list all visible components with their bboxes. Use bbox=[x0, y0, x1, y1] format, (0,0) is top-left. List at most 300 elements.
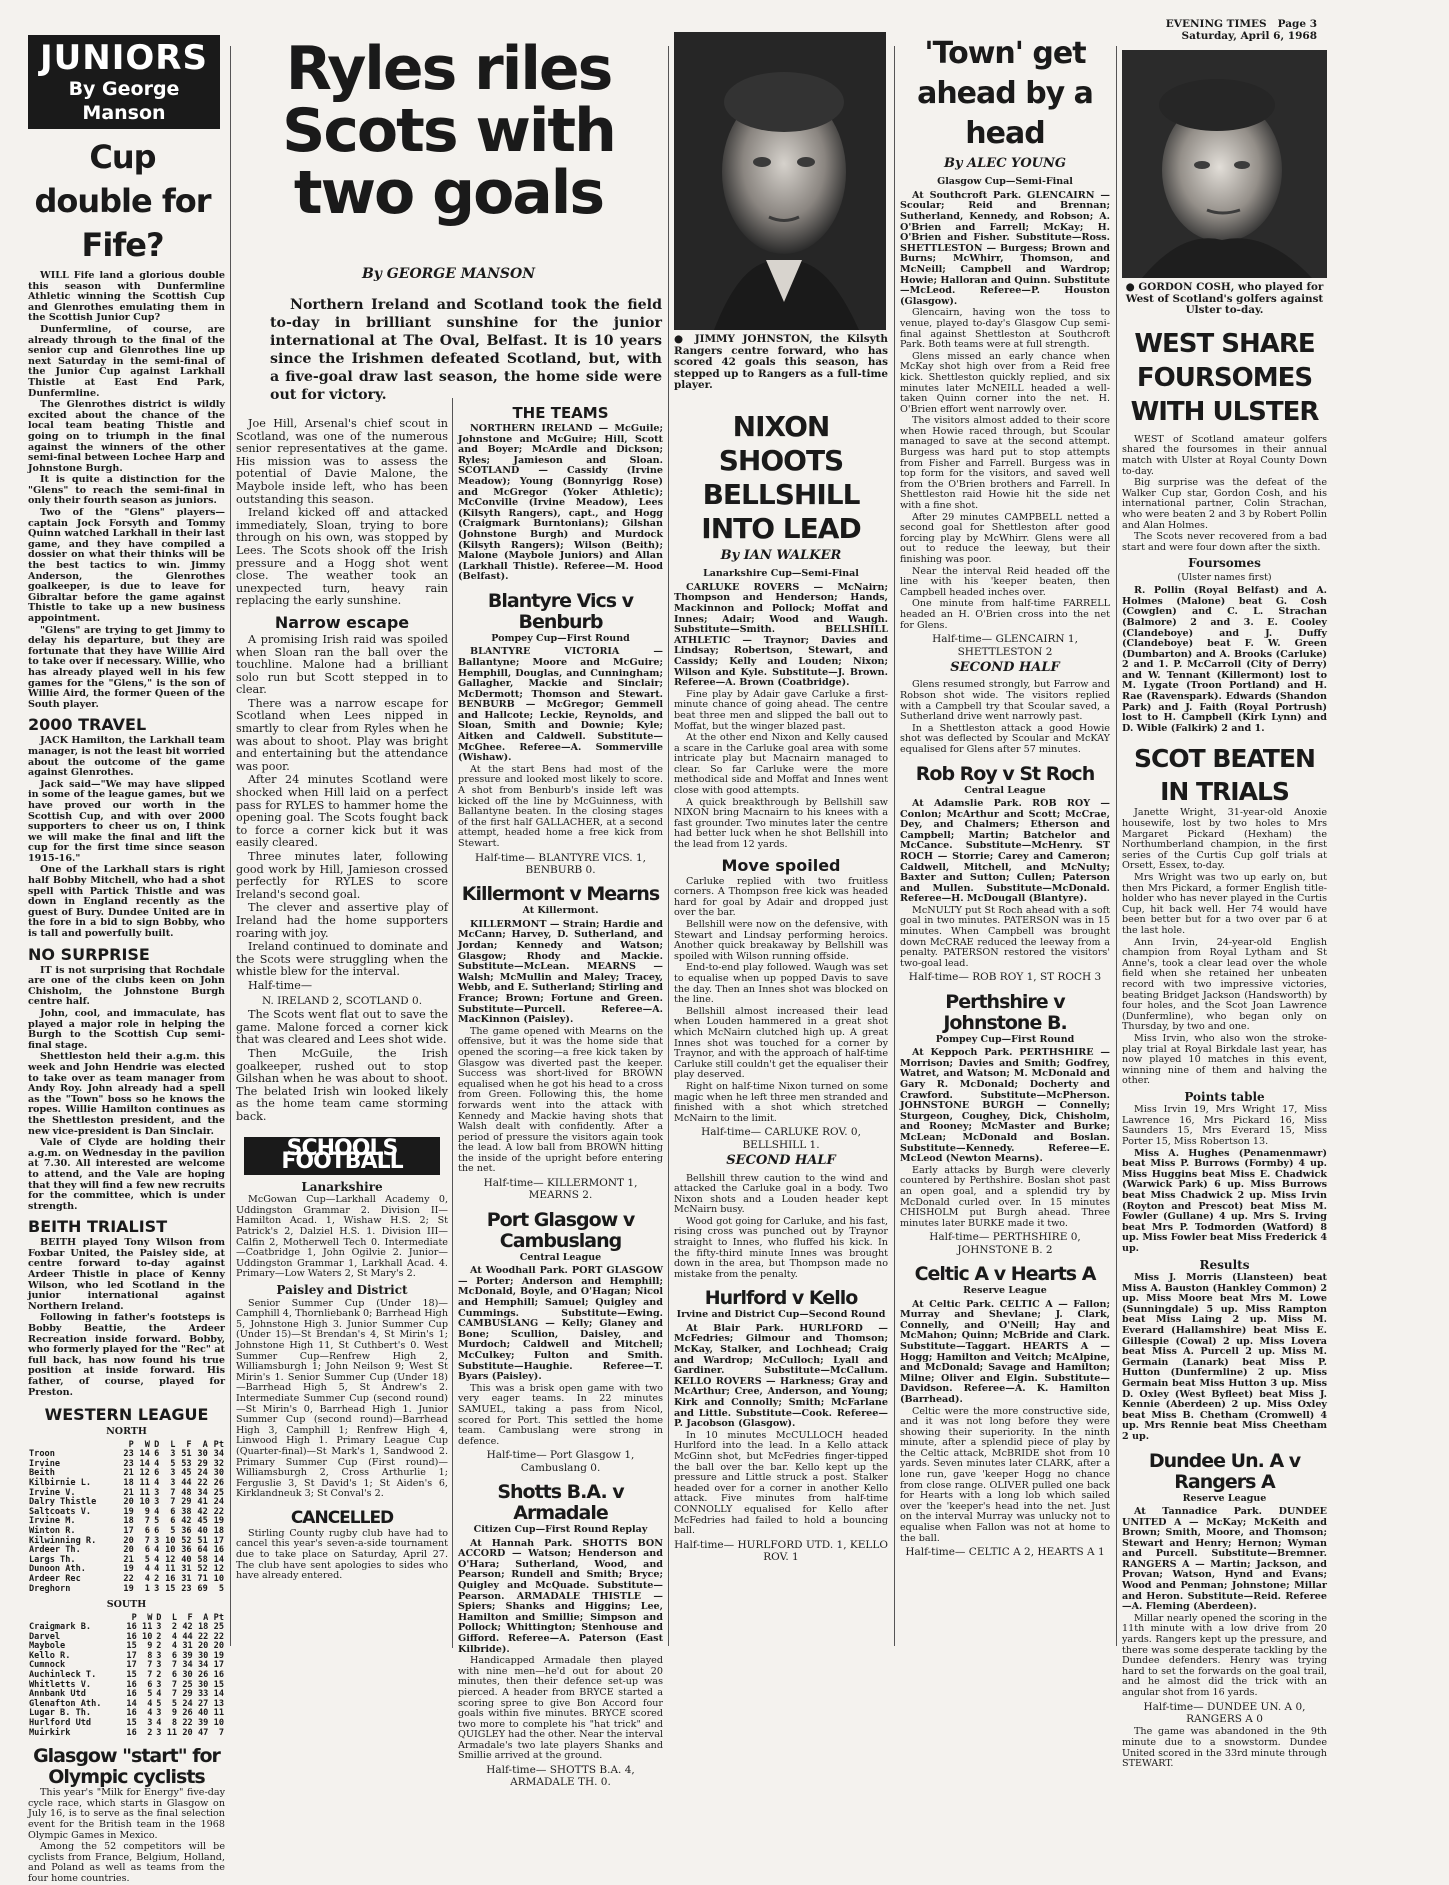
table-header-cell: A bbox=[203, 1612, 209, 1623]
table-cell: 2 bbox=[156, 1631, 162, 1642]
table-cell: 10 bbox=[213, 1718, 224, 1729]
table-cell: 4 bbox=[156, 1718, 162, 1729]
team-name-cell: Ardeer Th. bbox=[29, 1545, 81, 1556]
table-cell: 11 bbox=[165, 1564, 176, 1575]
newspaper-page bbox=[10, 18, 1439, 1884]
table-cell: 48 bbox=[181, 1487, 192, 1498]
second-half-subhead: SECOND HALF bbox=[950, 659, 1060, 675]
table-cell: 3 bbox=[156, 1660, 162, 1671]
table-cell: 2 bbox=[154, 1573, 160, 1584]
table-cell: 5 bbox=[170, 1458, 176, 1469]
table-cell: 11 bbox=[139, 1487, 150, 1498]
table-cell: 4 bbox=[147, 1698, 153, 1709]
competition-label: Reserve League bbox=[963, 1285, 1047, 1297]
table-cell: 17 bbox=[123, 1525, 134, 1536]
juniors-intro: WILL Fife land a glorious double this season with Dunfermline Athletic winning the Scottish Cup and Glenrothes emulating them in the Scottish Junior Cup? bbox=[28, 270, 225, 324]
score-text: BLANTYRE VICS. 1, BENBURB 0. bbox=[525, 851, 647, 876]
table-cell: 8 bbox=[147, 1650, 153, 1661]
halftime-label: Half-time— bbox=[908, 971, 969, 984]
table-cell: 4 bbox=[171, 1631, 178, 1642]
table-cell: 16 bbox=[165, 1573, 176, 1584]
table-cell: 13 bbox=[213, 1698, 224, 1709]
match-report: McNULTY put St Roch ahead with a soft goal in two minutes. PATERSON was in 15 minutes. When Campbell was brought down McCRAE reduced the leeway from a penalty. PATERSON restored the visitors' two-goal lead. bbox=[900, 904, 1110, 969]
table-cell: 22 bbox=[213, 1631, 224, 1642]
ryles-halftime bbox=[236, 980, 448, 993]
table-cell: 20 bbox=[123, 1545, 134, 1556]
juniors-badge-title: JUNIORS bbox=[40, 38, 208, 78]
score-text: KILLERMONT 1, MEARNS 2. bbox=[528, 1177, 638, 1202]
halftime-label: Half-time— bbox=[701, 1126, 762, 1139]
cancelled-text: Stirling County rugby club have had to cancel this year's seven-a-side tournament due to take place on Saturday, April 27. The club have sent apologies to sides who have already entered. bbox=[236, 1527, 448, 1582]
team-name-cell: Winton R. bbox=[29, 1525, 76, 1536]
paper-name: EVENING TIMES bbox=[1165, 18, 1267, 30]
table-cell: 16 bbox=[126, 1622, 137, 1633]
team-lineups: At Blair Park. HURLFORD — McFedries; Gilmour and Thomson; McKay, Stalker, and Lochhead; Craig and Wardrop; McCulloch; Lyall and Gardiner. Substitute—McCallum. KELLO ROVERS — Harkness; Gray and McArthur; Cree, Anderson, and Young; Kirk and Connolly; Smith; McFarlane and Little. Substitute—Cook. Referee—P. Jacobson (Glasgow). bbox=[674, 1322, 888, 1430]
halftime-label: Half-time— bbox=[486, 1449, 547, 1462]
table-cell: 3 bbox=[170, 1477, 176, 1488]
issue-date: Saturday, April 6, 1968 bbox=[1181, 30, 1317, 42]
table-cell: 34 bbox=[182, 1660, 193, 1671]
team-name-cell: Annbank Utd bbox=[29, 1689, 86, 1700]
table-cell: 14 bbox=[213, 1554, 224, 1565]
caption-bullet-icon: ● bbox=[1125, 281, 1135, 293]
halftime-label: Half-time— bbox=[483, 1177, 544, 1190]
team-lineups: At Adamslie Park. ROB ROY — Conlon; McArthur and Scott; McCrae, Dey, and Chalmers; Etherson and Campbell; Martin; Batchelor and McCance. Substitute—McHenry. ST ROCH — Storrie; Carey and Cameron; Caldwell, Mitchell, and McNulty; Baxter and Sutton; Cullen; Paterson and Mullen. Substitute—McDonald. Referee—H. McDougall (Blantyre). bbox=[900, 797, 1110, 905]
table-cell: 24 bbox=[182, 1698, 193, 1709]
table-header-cell: Pt bbox=[213, 1612, 224, 1623]
table-cell: 45 bbox=[197, 1516, 208, 1527]
travel-subhead: 2000 TRAVEL bbox=[28, 715, 147, 735]
table-cell: 19 bbox=[213, 1516, 224, 1527]
table-cell: 40 bbox=[197, 1525, 208, 1536]
match-report: Millar nearly opened the scoring in the 11th minute with a low drive from 20 yards. Rangers kept up the pressure, and there was some desperate tackling by the Dundee defenders. Henry was trying hard to set the forwards on the goal trail, and he almost did the trick with an angular shot from 16 yards. bbox=[1122, 1612, 1327, 1698]
competition-label: Glasgow Cup—Semi-Final bbox=[937, 176, 1073, 188]
table-cell: 8 bbox=[171, 1718, 178, 1729]
teams-title: THE TEAMS bbox=[512, 404, 609, 422]
table-cell: 14 bbox=[213, 1689, 224, 1700]
table-cell: 30 bbox=[182, 1670, 193, 1681]
match-report: One minute from half-time FARRELL headed an H. O'Brien cross into the net for Glens. bbox=[900, 598, 1110, 631]
match-score bbox=[458, 1449, 663, 1474]
table-cell: 17 bbox=[213, 1535, 224, 1546]
match-report: Glens resumed strongly, but Farrow and Robson shot wide. The visitors replied with a Campbell try that Scoular saved, a Sutherland drive went narrowly past. bbox=[900, 679, 1110, 723]
table-cell: 19 bbox=[123, 1564, 134, 1575]
table-cell: 6 bbox=[154, 1449, 160, 1460]
table-cell: 16 bbox=[126, 1631, 137, 1642]
table-cell: 23 bbox=[123, 1449, 134, 1460]
table-cell: 7 bbox=[144, 1516, 150, 1527]
robroy-headline: Rob Roy v St Roch bbox=[915, 762, 1095, 785]
match-report: Carluke replied with two fruitless corners. A Thompson free kick was headed hard for goal by Adair and dropped just over the bar. bbox=[674, 875, 888, 919]
table-cell: 6 bbox=[170, 1516, 176, 1527]
match-report: In 10 minutes McCULLOCH headed Hurlford into the lead. In a Kello attack McGinn shot, but McFedries finger-tipped the ball over the bar. Kello kept up the pressure and Little struck a post. Stalker headed over for a corner in another Kello attack. Five minutes from half-time CONNOLLY equalised for Kello after McFedries had failed to hold a bouncing ball. bbox=[674, 1429, 888, 1537]
beith-subhead: BEITH TRIALIST bbox=[28, 1217, 168, 1237]
table-cell: 3 bbox=[156, 1679, 162, 1690]
table-cell: 34 bbox=[197, 1487, 208, 1498]
table-cell: 42 bbox=[197, 1506, 208, 1517]
portrait-image bbox=[674, 32, 886, 330]
table-cell: 64 bbox=[197, 1545, 208, 1556]
table-cell: 2 bbox=[147, 1727, 153, 1738]
team-name-cell: Darvel bbox=[29, 1631, 61, 1642]
ryles-lead: Northern Ireland and Scotland took the field to-day in brilliant sunshine for the junior international at The Oval, Belfast. It is 10 years since the Irishmen defeated Scotland, but, with a five-goal draw last season, the home side were out for victory. bbox=[270, 297, 662, 403]
table-cell: 20 bbox=[123, 1535, 134, 1546]
table-cell: 58 bbox=[197, 1554, 208, 1565]
competition-label: Central League bbox=[964, 784, 1046, 796]
team-name-cell: Maybole bbox=[29, 1641, 66, 1652]
table-cell: 20 bbox=[197, 1641, 209, 1652]
table-cell: 26 bbox=[182, 1708, 193, 1719]
halftime-label: Half-time— bbox=[486, 1764, 547, 1777]
table-cell: 6 bbox=[144, 1545, 150, 1556]
south-label: SOUTH bbox=[106, 1599, 147, 1611]
schools-results: Senior Summer Cup (Under 18)—Camphill 4, Thornliebank 0; Barrhead High 5, Johnstone High 3. Junior Summer Cup (Under 15)—St Brendan's 4, St Mirin's 1; Johnstone High 11, St Cuthbert's 0. West Summer Cup—Renfrew High 2, Williamsburgh 1; John Neilson 9; West St Mirin's 1. Senior Summer Cup (Under 18)—Barrhead High 5, St Andrew's 2. Intermediate Summer Cup (second round)—St Mirin's 0, Barrhead High 1. Junior Summer Cup (second round)—Barrhead High 3, Camphill 1; Renfrew High 4, Linwood High 1. Primary League Cup (Quarter-final)—St Mark's 1, Sandwood 2. Primary Summer Cup (First round)—Williamsburgh 2, Cross Arthurlie 1; Ferguslie 3, St David's 1; St Aiden's 6, Kirklandneuk 3; St Conval's 2. bbox=[236, 1297, 448, 1500]
table-cell: 4 bbox=[144, 1564, 150, 1575]
schools-results: McGowan Cup—Larkhall Academy 0, Uddingston Grammar 2. Division II—Hamilton Acad. 1, Wishaw H.S. 2; St Patrick's 2, Dalziel H.S. 1. Division III—Calfin 2, Motherwell Tech 0. Intermediate—Coatbridge 1, John Ogilvie 2. Junior—Uddingston Grammar 1, Larkhall Acad. 4. Primary—Low Waters 2, St Mary's 2. bbox=[236, 1194, 448, 1280]
table-cell: 31 bbox=[181, 1564, 192, 1575]
table-cell: 40 bbox=[181, 1554, 192, 1565]
team-lineups: At Keppoch Park. PERTHSHIRE — Morrison; Davies and Smith; Godfrey, Watret, and Watson; M. McDonald and Gary R. McDonald; Docherty and Crawford. Substitute—McPherson. JOHNSTONE BURGH — Connelly; Sturgeon, Coughey, Dick, Chisholm, and Rooney; McMaster and Burke; McLean; McDonald and Boslan. Substitute—Kennedy. Referee—E. McLeod (Newton Mearns). bbox=[900, 1047, 1110, 1165]
match-score bbox=[674, 1126, 888, 1151]
shotts-headline: Shotts B.A. v Armadale bbox=[497, 1481, 624, 1525]
match-report: This was a brisk open game with two very eager teams. In 22 minutes SAMUEL, taking a pass from Nicol, scored for Port. This settled the home team. Cambuslang were strong in defence. bbox=[458, 1382, 663, 1447]
table-header-cell: W bbox=[144, 1439, 150, 1450]
table-cell: 30 bbox=[197, 1449, 208, 1460]
ryles-paragraph: Three minutes later, following good work by Hill, Jamieson crossed perfectly for RYLES to score Ireland's second goal. bbox=[236, 850, 448, 901]
team-name-cell: Cumnock bbox=[29, 1660, 66, 1671]
team-name-cell: Kilwinning R. bbox=[29, 1535, 97, 1546]
team-lineups: CARLUKE ROVERS — McNairn; Thompson and Henderson; Hands, Mackinnon and Pollock; Moffat and Innes; Adair; Wood and Waugh. Substitute—Smith. BELLSHILL ATHLETIC — Traynor; Davies and Lindsay; Robertson, Stewart, and Cassidy; Kelly and Louden; Nixon; Wilson and Kyle. Substitute—J. Brown. Referee—A. Brown (Coatbridge). bbox=[674, 581, 888, 689]
table-cell: 11 bbox=[142, 1622, 153, 1633]
table-cell: 51 bbox=[181, 1449, 192, 1460]
match-report: Glens missed an early chance when McKay shot high over from a Reid free kick. Shettleston quickly replied, and six minutes later McNEILL headed a well-taken Quinn corner into the net. H. O'Brien effort went narrowly over. bbox=[900, 350, 1110, 415]
table-cell: 34 bbox=[197, 1660, 209, 1671]
juniors-paragraph: IT is not surprising that Rochdale are one of the clubs keen on John Chisholm, the Johnstone Burgh centre half. bbox=[28, 964, 225, 1008]
table-cell: 36 bbox=[181, 1525, 192, 1536]
golf-matches: Miss A. Hughes (Penamenmawr) beat Miss P. Burrows (Formby) 4 up. Miss Huggins beat Miss E. Chadwick (Warwick Park) 6 up. Miss Burrows beat Miss Chadwick 2 up. Miss Irvin (Royton and Prescot) beat Miss M. Fowler (Gullane) 4 up. Mrs S. Irving beat Mrs P. Todmorden (Watford) 8 up. Miss Fowler beat Miss Frederick 4 up. bbox=[1122, 1147, 1327, 1254]
match-score bbox=[900, 971, 1110, 983]
table-cell: 30 bbox=[213, 1468, 224, 1479]
ryles-paragraph: Ireland kicked off and attacked immediately, Sloan, trying to bore through on his own, was stopped by Lees. The Scots shook off the Irish pressure and a Hogg shot went close. The weather took an unexpected turn, heavy rain replacing the early sunshine. bbox=[236, 506, 448, 608]
match-report: Wood got going for Carluke, and his fast, rising cross was punched out by Traynor straight to Innes, who fluffed his kick. In the fifty-third minute Innes was brought down in the area, but Thompson made no mistake from the penalty. bbox=[674, 1215, 888, 1280]
match-report: Early attacks by Burgh were cleverly countered by Perthshire. Boslan shot past an open goal, and a splendid try by McDonald curled over. In 15 minutes CHISHOLM put Burgh ahead. Three minutes later BURKE made it two. bbox=[900, 1164, 1110, 1229]
table-cell: 7 bbox=[170, 1487, 176, 1498]
table-cell: 26 bbox=[213, 1477, 224, 1488]
killermont-headline: Killermont v Mearns bbox=[461, 883, 660, 906]
table-cell: 18 bbox=[123, 1516, 134, 1527]
table-cell: 16 bbox=[126, 1689, 137, 1700]
table-cell: 23 bbox=[181, 1583, 192, 1594]
johnston-caption bbox=[674, 334, 888, 392]
team-name-cell: Craigmark B. bbox=[29, 1622, 92, 1633]
table-cell: 20 bbox=[213, 1641, 224, 1652]
table-cell: 11 bbox=[213, 1708, 224, 1719]
table-cell: 10 bbox=[213, 1573, 224, 1584]
team-name-cell: Irvine V. bbox=[29, 1487, 76, 1498]
match-score bbox=[458, 1764, 663, 1789]
scot-beaten-headline: SCOT BEATEN IN TRIALS bbox=[1134, 744, 1315, 807]
table-cell: 25 bbox=[213, 1487, 224, 1498]
table-cell: 6 bbox=[154, 1468, 160, 1479]
ryles-paragraph: After 24 minutes Scotland were shocked when Hill laid on a perfect pass for RYLES to hammer home the opening goal. The Scots fought back to force a corner kick but it was easily cleared. bbox=[236, 773, 448, 850]
table-cell: 14 bbox=[139, 1458, 150, 1469]
match-report: The visitors almost added to their score when Howie raced through, but Scoular managed to save at the second attempt. Burgess was hard put to stop attempts from Fisher and Farrell. Burgess was in top form for the visitors, and saved well from the O'Brien brothers and Farrell. In Shettleston raid Howie hit the side net with a fine shot. bbox=[900, 415, 1110, 512]
table-cell: 11 bbox=[139, 1477, 150, 1488]
match-score bbox=[458, 1177, 663, 1202]
table-cell: 32 bbox=[213, 1458, 224, 1469]
table-cell: 4 bbox=[147, 1708, 153, 1719]
ryles-headline: Ryles riles Scots with two goals bbox=[282, 34, 615, 228]
golf-paragraph: WEST of Scotland amateur golfers shared the foursomes in their annual match with Ulster at Royal County Down to-day. bbox=[1122, 433, 1327, 477]
table-cell: 44 bbox=[181, 1477, 192, 1488]
points-table-subhead: Points table bbox=[1184, 1089, 1265, 1104]
match-report: Right on half-time Nixon turned on some magic when he left three men stranded and finished with a shot which stretched McNairn to the limit. bbox=[674, 1080, 888, 1124]
cosh-caption bbox=[1122, 282, 1327, 317]
table-cell: 29 bbox=[181, 1497, 192, 1508]
table-cell: 21 bbox=[123, 1554, 134, 1565]
table-cell: 5 bbox=[144, 1554, 150, 1565]
table-header-cell: D bbox=[156, 1612, 162, 1623]
ryles-paragraph: Joe Hill, Arsenal's chief scout in Scotland, was one of the numerous senior representatives at the game. His mission was to assess the potential of Davie Malone, the Maybole inside left, who has been outstanding this season. bbox=[236, 417, 448, 506]
team-name-cell: Dunoon Ath. bbox=[29, 1564, 86, 1575]
table-header-cell: P bbox=[128, 1439, 134, 1450]
table-cell: 3 bbox=[154, 1535, 160, 1546]
table-cell: 4 bbox=[154, 1506, 160, 1517]
town-byline: By ALEC YOUNG bbox=[943, 156, 1066, 171]
table-cell: 6 bbox=[147, 1679, 153, 1690]
golf-paragraph: Big surprise was the defeat of the Walker Cup star, Gordon Cosh, and his international partner, Colin Strachan, who were beaten 2 and 3 by Robert Pollin and Alan Holmes. bbox=[1122, 477, 1327, 531]
halftime-label: Half-time— bbox=[929, 1231, 990, 1244]
team-lineups: BLANTYRE VICTORIA — Ballantyne; Moore and McGuire; Hemphill, Douglas, and Cunningham; Gallagher, Mackie and Sinclair; McDermott; Thomson and Stewart. BENBURB — McGregor; Gemmell and Hallcote; Leckie, Reynolds, and Sloan, Smith and Downie; Kyle; Aitken and Caldwell. Substitute—McGhee. Referee—A. Sommerville (Wishaw). bbox=[458, 646, 663, 764]
table-cell: 22 bbox=[197, 1631, 209, 1642]
table-cell: 19 bbox=[123, 1506, 134, 1517]
table-cell: 40 bbox=[197, 1708, 209, 1719]
schools-football-badge: SCHOOLS FOOTBALL bbox=[244, 1137, 440, 1174]
team-name-cell: Ardeer Rec bbox=[29, 1573, 81, 1584]
table-header-cell: F bbox=[187, 1612, 193, 1623]
table-cell: 21 bbox=[123, 1468, 134, 1479]
table-cell: 12 bbox=[165, 1554, 176, 1565]
match-report: Bellshill almost increased their lead when Louden hammered in a great shot which McNairn clutched high up. A great Innes shot was touched for a corner by Traynor, and with the approach of half-time Carluke still couldn't get the equaliser their play deserved. bbox=[674, 1005, 888, 1081]
portrait-image bbox=[1122, 50, 1327, 278]
table-cell: 14 bbox=[139, 1449, 150, 1460]
table-cell: 11 bbox=[166, 1727, 178, 1738]
team-name-cell: Saltcoats V. bbox=[29, 1506, 92, 1517]
match-score bbox=[674, 1539, 888, 1564]
column-rule bbox=[1116, 46, 1117, 1646]
team-name-cell: Kello R. bbox=[29, 1650, 71, 1661]
golf-headline: WEST SHARE FOURSOMES WITH ULSTER bbox=[1130, 328, 1319, 427]
table-cell: 15 bbox=[126, 1718, 137, 1729]
team-lineups: KILLERMONT — Strain; Hardie and McCann; Harvey, D. Sutherland, and Jordan; Kennedy and Watson; Glasgow; Rhody and Mackie. Substitute—McLean. MEARNS — Walsh; McMullin and Maley; Tracey, Webb, and E. Sutherland; Stirling and France; Brown; Fortune and Green. Substitute—Purcell. Referee—A. MacKinnon (Paisley). bbox=[458, 918, 663, 1026]
town-headline: 'Town' get ahead by a head bbox=[917, 36, 1093, 151]
table-cell: 12 bbox=[139, 1468, 150, 1479]
table-cell: 3 bbox=[170, 1468, 176, 1479]
column-town bbox=[900, 18, 1110, 1668]
match-report: The game opened with Mearns on the offensive, but it was the home side that opened the scoring—a free kick taken by Glasgow was diverted past the keeper. Success was short-lived for BROWN equalised when he got his head to a cross from Green. Following this, the home forwards went into the attack with Kennedy and Mackie having shots that Walsh dealt with confidently. After a period of pressure the visitors again took the lead. A low ball from BROWN hitting the inside of the upright before entering the net. bbox=[458, 1025, 663, 1175]
north-table bbox=[28, 1441, 225, 1595]
table-cell: 39 bbox=[182, 1650, 193, 1661]
venue-label: At Killermont. bbox=[522, 905, 599, 917]
table-cell: 10 bbox=[165, 1545, 176, 1556]
table-cell: 3 bbox=[156, 1727, 162, 1738]
table-cell: 9 bbox=[171, 1708, 178, 1719]
caption-text: JIMMY JOHNSTON, the Kilsyth Rangers centre forward, who has scored 42 goals this season, has stepped up to Rangers as a full-time player. bbox=[674, 333, 888, 392]
column-ryles-body bbox=[236, 418, 448, 1658]
table-cell: 6 bbox=[170, 1506, 176, 1517]
table-cell: 24 bbox=[197, 1468, 208, 1479]
table-cell: 20 bbox=[182, 1727, 193, 1738]
table-cell: 15 bbox=[126, 1670, 137, 1681]
score-text: PERTHSHIRE 0, JOHNSTONE B. 2 bbox=[957, 1231, 1081, 1256]
juniors-paragraph: Following in father's footsteps is Bobby Beattie, the Ardeer Recreation inside forward. Bobby, who formerly played for the "Rec" at full back, has now found his true position at inside forward. His father, of course, played for Preston. bbox=[28, 1312, 225, 1398]
caption-text: GORDON COSH, who played for West of Scotland's golfers against Ulster to-day. bbox=[1125, 281, 1324, 317]
table-cell: 10 bbox=[139, 1497, 150, 1508]
table-cell: 17 bbox=[126, 1650, 137, 1661]
column-rule bbox=[668, 46, 669, 1646]
table-cell: 4 bbox=[156, 1689, 162, 1700]
table-cell: 5 bbox=[170, 1525, 176, 1536]
table-cell: 6 bbox=[171, 1650, 178, 1661]
match-report: In a Shettleston attack a good Howie shot was deflected by Scoular and McKAY equalised for Glens after 57 minutes. bbox=[900, 722, 1110, 755]
ryles-paragraph: There was a narrow escape for Scotland when Lees nipped in smartly to clear from Ryles when he was about to shoot. Play was bright and entertaining but the attendance was poor. bbox=[236, 696, 448, 773]
table-cell: 3 bbox=[156, 1650, 162, 1661]
table-cell: 3 bbox=[156, 1622, 162, 1633]
table-cell: 9 bbox=[144, 1506, 150, 1517]
table-cell: 4 bbox=[154, 1477, 160, 1488]
table-cell: 5 bbox=[147, 1689, 153, 1700]
score-text: HURLFORD UTD. 1, KELLO ROV. 1 bbox=[737, 1538, 888, 1564]
table-cell: 23 bbox=[123, 1458, 134, 1469]
juniors-paragraph: Vale of Clyde are holding their a.g.m. on Wednesday in the pavilion at 7.30. All interested are welcome to attend, and the Vale are hoping that they will find a few new recruits for the committee, which is under strength. bbox=[28, 1137, 225, 1212]
table-cell: 4 bbox=[154, 1564, 160, 1575]
match-report: Handicapped Armadale then played with nine men—he'd out for about 20 minutes, then their defence set-up was pierced. A header from BRYCE started a scoring spree to give Bon Accord four goals within five minutes. BRYCE scored two more to complete his "hat trick" and QUIGLEY had the other. Near the interval Armadale's two late players Shanks and Smillie arrived at the ground. bbox=[458, 1655, 663, 1762]
score-text: DUNDEE UN. A 0, RANGERS A 0 bbox=[1186, 1700, 1306, 1725]
perthshire-headline: Perthshire v Johnstone B. bbox=[943, 990, 1067, 1034]
table-cell: 52 bbox=[197, 1564, 208, 1575]
table-cell: 4 bbox=[144, 1573, 150, 1584]
table-cell: 3 bbox=[147, 1718, 153, 1729]
table-cell: 12 bbox=[213, 1564, 224, 1575]
south-table bbox=[28, 1614, 225, 1739]
table-cell: 2 bbox=[156, 1670, 162, 1681]
table-cell: 16 bbox=[213, 1545, 224, 1556]
table-cell: 22 bbox=[182, 1718, 193, 1729]
table-cell: 24 bbox=[213, 1497, 224, 1508]
table-cell: 16 bbox=[126, 1679, 137, 1690]
table-cell: 16 bbox=[213, 1670, 224, 1681]
team-name-cell: Beith bbox=[29, 1468, 55, 1479]
results-subhead: Results bbox=[1199, 1257, 1250, 1272]
move-spoiled-subhead: Move spoiled bbox=[721, 855, 841, 875]
column-nixon bbox=[674, 18, 888, 1668]
table-cell: 22 bbox=[213, 1506, 224, 1517]
teams-list: NORTHERN IRELAND — McGuile; Johnstone and McGuire; Hill, Scott and Boyer; McArdle and Dickson; Ryles; Jamieson and Sloan. SCOTLAND — Cassidy (Irvine Meadow); Young (Bonnyrigg Rose) and McGregor (Yoker Athletic); McConville (Irvine Meadow), Lees (Kilsyth Rangers), capt., and Hogg (Craigmark Burntonians); Gilshan (Johnstone Burgh) and Murdock (Kilsyth Rangers); Wilson (Beith); Malone (Maybole Juniors) and Allan (Larkhall Thistle). Referee—M. Hood (Belfast). bbox=[458, 423, 663, 583]
score-text: SHOTTS B.A. 4, ARMADALE TH. 0. bbox=[510, 1764, 635, 1789]
olympic-headline: Glasgow "start" for Olympic cyclists bbox=[33, 1745, 220, 1789]
table-cell: 71 bbox=[197, 1573, 208, 1584]
juniors-badge-byline: By George Manson bbox=[68, 78, 180, 124]
portglasgow-headline: Port Glasgow v Cambuslang bbox=[486, 1208, 635, 1252]
table-cell: 31 bbox=[182, 1641, 193, 1652]
table-cell: 1 bbox=[144, 1583, 150, 1594]
paisley-subhead: Paisley and District bbox=[276, 1283, 408, 1297]
page-number: Page 3 bbox=[1277, 18, 1317, 30]
competition-label: Citizen Cup—First Round Replay bbox=[473, 1524, 648, 1536]
table-header-cell: P bbox=[131, 1612, 137, 1623]
golf-paragraph: Ann Irvin, 24-year-old English champion from Royal Lytham and St Anne's, took a clear lead over the whole field when she retained her unbeaten record with two impressive victories, beating Bridget Jackson (Handsworth) by four holes, and the Scot Joan Lawrence (Dunfermline), who began only on Thursday, by two and one. bbox=[1122, 936, 1327, 1033]
ryles-paragraph: Ireland continued to dominate and the Scots were struggling when the whistle blew for the interval. bbox=[236, 940, 448, 979]
juniors-paragraph: Two of the "Glens" players—captain Jock Forsyth and Tommy Quinn watched Larkhall in their last game, and they have compiled a dossier on what their thinks will be the best tactics to win. Jimmy Anderson, the Glenrothes goalkeeper, is due to leave for Gibraltar before the game against Thistle to take up a new business appointment. bbox=[28, 507, 225, 624]
match-report: At the other end Nixon and Kelly caused a scare in the Carluke goal area with some intricate play but Macnairn managed to clear. So far Carluke were the more methodical side and Moffat and Innes went close with good attempts. bbox=[674, 732, 888, 797]
table-cell: 7 bbox=[218, 1727, 224, 1738]
ryles-byline: By GEORGE MANSON bbox=[361, 266, 536, 282]
juniors-paragraph: This year's "Milk for Energy" five-day cycle race, which starts in Glasgow on July 16, is to serve as the final selection event for the British team in the 1968 Olympic Games in Mexico. bbox=[28, 1787, 225, 1841]
table-cell: 39 bbox=[197, 1718, 209, 1729]
table-cell: 15 bbox=[165, 1583, 176, 1594]
halftime-label: Half-time— bbox=[674, 1538, 735, 1551]
table-cell: 16 bbox=[126, 1708, 137, 1719]
column-rule bbox=[452, 398, 453, 1648]
team-name-cell: Muirkirk bbox=[29, 1727, 71, 1738]
table-cell: 2 bbox=[156, 1641, 162, 1652]
table-header-cell: D bbox=[154, 1439, 160, 1450]
table-cell: 7 bbox=[171, 1689, 178, 1700]
table-cell: 5 bbox=[154, 1516, 160, 1527]
juniors-badge bbox=[28, 35, 220, 129]
table-header-cell: L bbox=[171, 1612, 178, 1623]
halftime-label: Half-time— bbox=[932, 633, 993, 646]
table-cell: 3 bbox=[156, 1708, 162, 1719]
table-cell: 7 bbox=[171, 1679, 178, 1690]
juniors-paragraph: Jack said—"We may have slipped in some of the league games, but we have proved our worth in the Scottish Cup, and with over 2000 supporters to cheer us on, I think we will make the final and lift the cup for the first time since season 1915-16." bbox=[28, 778, 225, 864]
team-name-cell: Glenafton Ath. bbox=[29, 1698, 102, 1709]
table-cell: 52 bbox=[181, 1535, 192, 1546]
table-cell: 18 bbox=[197, 1622, 209, 1633]
table-cell: 6 bbox=[144, 1525, 150, 1536]
juniors-paragraph: "Glens" are trying to get Jimmy to delay his departure, but they are fortunate that they have Willie Aird to take over if necessary. Willie, who has already played well in his few games for the "Glens," is the son of Willie Aird, the former Queen of the South player. bbox=[28, 624, 225, 710]
match-score bbox=[900, 633, 1110, 658]
ryles-paragraph: A promising Irish raid was spoiled when Sloan ran the ball over the touchline. Malone had a brilliant solo run but Scott stepped in to clear. bbox=[236, 632, 448, 697]
table-cell: 7 bbox=[171, 1660, 178, 1671]
table-cell: 15 bbox=[126, 1641, 137, 1652]
competition-label: Central League bbox=[519, 1251, 602, 1263]
narrow-escape-subhead: Narrow escape bbox=[274, 612, 410, 632]
juniors-headline: Cup double for Fife? bbox=[34, 138, 211, 264]
team-lineups: At Woodhall Park. PORT GLASGOW — Porter; Anderson and Hemphill; McDonald, Boyle, and O'Hagan; Nicol and Hemphill; Samuel; Quigley and Cummings. Substitute—Ewing. CAMBUSLANG — Kelly; Glaney and Bone; Scullion, Daisley, and Murdoch; Caldwell and Mitchell; McCulkey; Fulton and Smith. Substitute—Haughie. Referee—T. Byars (Paisley). bbox=[458, 1265, 663, 1383]
ryles-halftime-score: N. IRELAND 2, SCOTLAND 0. bbox=[261, 994, 423, 1007]
juniors-paragraph: One of the Larkhall stars is right half Bobby Mitchell, who had a shot spell with Partick Thistle and was down in England recently as the guest of Bury. Dundee United are in the fore in a bid to sign Bobby, who is tall and powerfully built. bbox=[28, 864, 225, 940]
juniors-paragraph: Dunfermline, of course, are already through to the final of the senior cup and Glenrothes line up next Saturday in the semi-final of the Junior Cup against Larkhall Thistle at East End Park, Dunfermline. bbox=[28, 323, 225, 399]
table-cell: 5 bbox=[171, 1698, 178, 1709]
western-league-title: WESTERN LEAGUE bbox=[44, 1405, 209, 1425]
competition-label: Irvine and District Cup—Second Round bbox=[676, 1309, 886, 1321]
hurlford-headline: Hurlford v Kello bbox=[704, 1287, 858, 1310]
celtic-headline: Celtic A v Hearts A bbox=[914, 1263, 1096, 1286]
juniors-paragraph: It is quite a distinction for the "Glens" to reach the semi-final in only their fourth season as juniors. bbox=[28, 474, 225, 507]
table-cell: 16 bbox=[126, 1727, 137, 1738]
competition-label: Pompey Cup—First Round bbox=[935, 1033, 1075, 1045]
table-cell: 18 bbox=[123, 1477, 134, 1488]
table-cell: 26 bbox=[197, 1670, 209, 1681]
table-cell: 25 bbox=[213, 1622, 224, 1633]
column-reports bbox=[458, 398, 663, 1789]
table-header-cell: W bbox=[147, 1612, 153, 1623]
match-score bbox=[458, 852, 663, 877]
team-name-cell: Dreghorn bbox=[29, 1583, 71, 1594]
table-header-cell: L bbox=[170, 1439, 176, 1450]
match-report: At the start Bens had most of the pressure and looked most likely to score. A shot from Benburb's inside left was kicked off the line by McGuinness, with Ballantyne beaten. In the closing stages of the first half GALLACHER, at a second attempt, headed home a free kick from Stewart. bbox=[458, 763, 663, 849]
